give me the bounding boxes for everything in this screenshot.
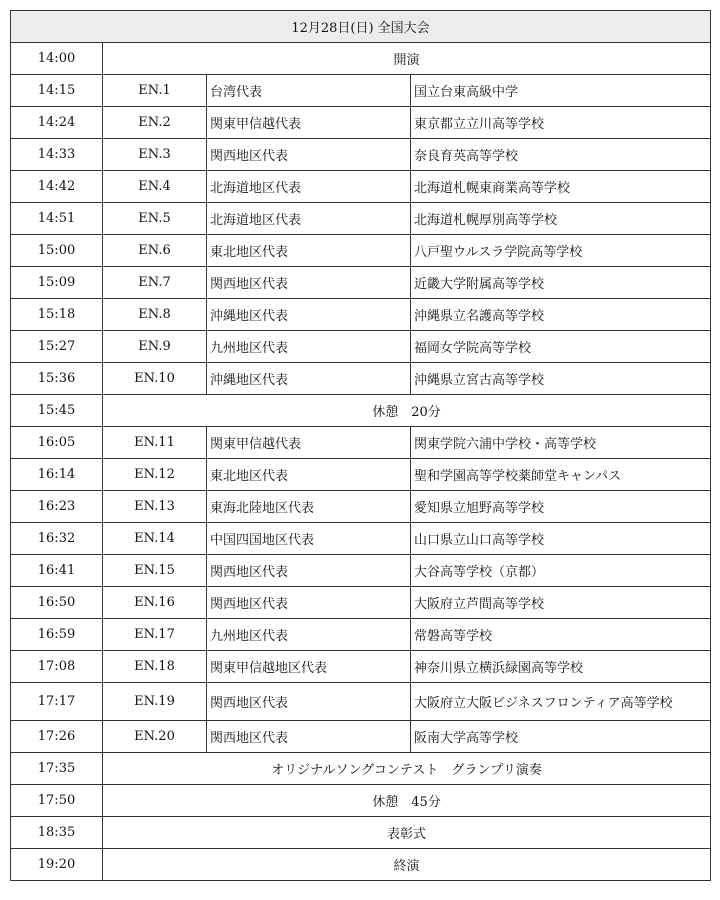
region-cell: 沖縄地区代表 — [207, 363, 411, 395]
region-cell: 沖縄地区代表 — [207, 299, 411, 331]
time-cell: 16:41 — [11, 555, 103, 587]
time-cell: 16:23 — [11, 491, 103, 523]
entry-number-cell: EN.13 — [103, 491, 207, 523]
region-cell: 関西地区代表 — [207, 267, 411, 299]
event-note-cell: オリジナルソングコンテスト グランプリ演奏 — [103, 753, 711, 785]
school-cell — [411, 427, 711, 459]
school-name: 沖縄県立名護高等学校 — [414, 309, 545, 324]
entry-number-cell: EN.7 — [103, 267, 207, 299]
school-cell — [411, 363, 711, 395]
school-name: 国立台東高級中学 — [414, 85, 519, 100]
time-cell: 17:08 — [11, 651, 103, 683]
school-name: 聖和学園高等学校薬師堂キャンパス — [414, 469, 622, 484]
entry-number-cell: EN.3 — [103, 139, 207, 171]
schedule-row — [11, 555, 711, 587]
schedule-break-row — [11, 753, 711, 785]
region-cell: 関西地区代表 — [207, 587, 411, 619]
school-name: 奈良育英高等学校 — [414, 149, 519, 164]
schedule-body — [11, 11, 711, 881]
school-cell — [411, 651, 711, 683]
time-cell: 17:35 — [11, 753, 103, 785]
time-cell: 15:00 — [11, 235, 103, 267]
header-row — [11, 11, 711, 43]
time-cell: 17:26 — [11, 721, 103, 753]
time-cell: 19:20 — [11, 849, 103, 881]
entry-number-cell: EN.6 — [103, 235, 207, 267]
schedule-row — [11, 299, 711, 331]
school-cell — [411, 171, 711, 203]
school-cell — [411, 619, 711, 651]
school-name: 福岡女学院高等学校 — [414, 341, 532, 356]
school-cell — [411, 555, 711, 587]
school-name: 神奈川県立横浜緑園高等学校 — [414, 661, 584, 676]
entry-number-cell: EN.10 — [103, 363, 207, 395]
school-name: 大阪府立芦間高等学校 — [414, 597, 545, 612]
school-name: 常磐高等学校 — [414, 629, 493, 644]
schedule-row — [11, 683, 711, 721]
schedule-row — [11, 107, 711, 139]
time-cell: 17:17 — [11, 683, 103, 721]
event-note-cell: 休憩 20分 — [103, 395, 711, 427]
schedule-row — [11, 267, 711, 299]
schedule-row — [11, 619, 711, 651]
school-cell — [411, 267, 711, 299]
event-note-cell: 休憩 45分 — [103, 785, 711, 817]
time-cell: 14:33 — [11, 139, 103, 171]
region-cell: 関西地区代表 — [207, 683, 411, 721]
region-cell: 東北地区代表 — [207, 459, 411, 491]
time-cell: 16:59 — [11, 619, 103, 651]
entry-number-cell: EN.12 — [103, 459, 207, 491]
region-cell: 関西地区代表 — [207, 139, 411, 171]
region-cell: 関西地区代表 — [207, 555, 411, 587]
school-cell — [411, 491, 711, 523]
school-name: 阪南大学高等学校 — [414, 731, 519, 746]
entry-number-cell: EN.17 — [103, 619, 207, 651]
time-cell: 15:18 — [11, 299, 103, 331]
schedule-row — [11, 459, 711, 491]
time-cell: 14:15 — [11, 75, 103, 107]
region-cell: 中国四国地区代表 — [207, 523, 411, 555]
region-cell: 東北地区代表 — [207, 235, 411, 267]
time-cell: 16:32 — [11, 523, 103, 555]
time-cell: 14:42 — [11, 171, 103, 203]
region-cell: 北海道地区代表 — [207, 203, 411, 235]
schedule-break-row — [11, 43, 711, 75]
region-cell: 東海北陸地区代表 — [207, 491, 411, 523]
schedule-row — [11, 75, 711, 107]
entry-number-cell: EN.20 — [103, 721, 207, 753]
time-cell: 15:27 — [11, 331, 103, 363]
school-cell — [411, 235, 711, 267]
entry-number-cell: EN.15 — [103, 555, 207, 587]
schedule-row — [11, 651, 711, 683]
schedule-row — [11, 587, 711, 619]
school-cell — [411, 459, 711, 491]
school-cell — [411, 203, 711, 235]
region-cell: 関東甲信越代表 — [207, 427, 411, 459]
school-name: 関東学院六浦中学校・高等学校 — [414, 437, 597, 452]
entry-number-cell: EN.5 — [103, 203, 207, 235]
schedule-row — [11, 139, 711, 171]
time-cell: 14:00 — [11, 43, 103, 75]
region-cell: 九州地区代表 — [207, 619, 411, 651]
region-cell: 関西地区代表 — [207, 721, 411, 753]
time-cell: 17:50 — [11, 785, 103, 817]
school-name: 北海道札幌東商業高等学校 — [414, 181, 571, 196]
school-cell — [411, 683, 711, 721]
region-cell: 北海道地区代表 — [207, 171, 411, 203]
region-cell: 関東甲信越地区代表 — [207, 651, 411, 683]
school-name: 沖縄県立宮古高等学校 — [414, 373, 545, 388]
school-name: 愛知県立旭野高等学校 — [414, 501, 545, 516]
school-name: 大阪府立大阪ビジネスフロンティア高等学校 — [414, 696, 673, 711]
school-name: 近畿大学附属高等学校 — [414, 277, 545, 292]
school-cell — [411, 587, 711, 619]
time-cell: 15:36 — [11, 363, 103, 395]
schedule-break-row — [11, 395, 711, 427]
schedule-row — [11, 363, 711, 395]
entry-number-cell: EN.14 — [103, 523, 207, 555]
entry-number-cell: EN.9 — [103, 331, 207, 363]
schedule-break-row — [11, 817, 711, 849]
schedule-title: 12月28日(日) 全国大会 — [11, 11, 711, 43]
time-cell: 16:50 — [11, 587, 103, 619]
entry-number-cell: EN.2 — [103, 107, 207, 139]
school-name: 北海道札幌厚別高等学校 — [414, 213, 558, 228]
school-name: 山口県立山口高等学校 — [414, 533, 545, 548]
time-cell: 15:45 — [11, 395, 103, 427]
entry-number-cell: EN.16 — [103, 587, 207, 619]
entry-number-cell: EN.4 — [103, 171, 207, 203]
school-cell — [411, 75, 711, 107]
time-cell: 14:24 — [11, 107, 103, 139]
region-cell: 九州地区代表 — [207, 331, 411, 363]
schedule-row — [11, 721, 711, 753]
schedule-wrapper — [10, 10, 711, 881]
schedule-row — [11, 331, 711, 363]
school-cell — [411, 107, 711, 139]
time-cell: 16:14 — [11, 459, 103, 491]
time-cell: 16:05 — [11, 427, 103, 459]
event-note-cell: 開演 — [103, 43, 711, 75]
school-cell — [411, 331, 711, 363]
time-cell: 18:35 — [11, 817, 103, 849]
schedule-row — [11, 523, 711, 555]
schedule-break-row — [11, 849, 711, 881]
time-cell: 15:09 — [11, 267, 103, 299]
region-cell: 関東甲信越代表 — [207, 107, 411, 139]
school-cell — [411, 721, 711, 753]
school-name: 大谷高等学校（京都） — [414, 565, 545, 580]
entry-number-cell: EN.11 — [103, 427, 207, 459]
school-name: 東京都立立川高等学校 — [414, 117, 545, 132]
schedule-row — [11, 203, 711, 235]
school-cell — [411, 299, 711, 331]
entry-number-cell: EN.1 — [103, 75, 207, 107]
school-cell — [411, 139, 711, 171]
school-name: 八戸聖ウルスラ学院高等学校 — [414, 245, 583, 260]
schedule-row — [11, 235, 711, 267]
region-cell: 台湾代表 — [207, 75, 411, 107]
schedule-break-row — [11, 785, 711, 817]
entry-number-cell: EN.19 — [103, 683, 207, 721]
schedule-row — [11, 427, 711, 459]
schedule-row — [11, 491, 711, 523]
entry-number-cell: EN.18 — [103, 651, 207, 683]
event-note-cell: 終演 — [103, 849, 711, 881]
time-cell: 14:51 — [11, 203, 103, 235]
entry-number-cell: EN.8 — [103, 299, 207, 331]
school-cell — [411, 523, 711, 555]
schedule-row — [11, 171, 711, 203]
event-note-cell: 表彰式 — [103, 817, 711, 849]
schedule-table — [10, 10, 711, 881]
